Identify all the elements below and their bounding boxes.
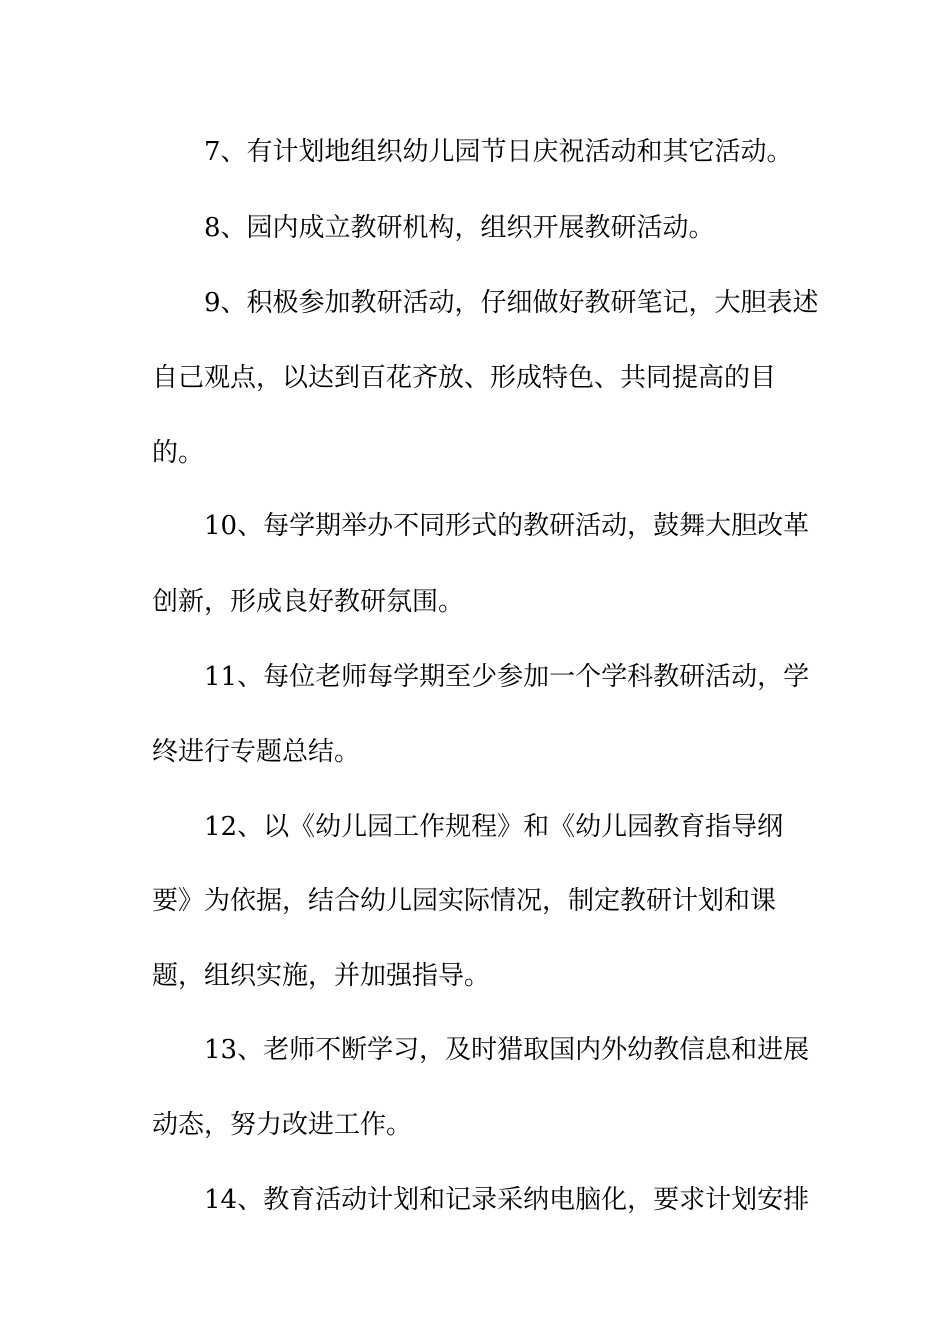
paragraph-11-line-1: 11、每位老师每学期至少参加一个学科教研活动，学 <box>204 662 810 692</box>
paragraph-8-line-1: 8、园内成立教研机构，组织开展教研活动。 <box>204 213 715 243</box>
paragraph-10-line-1: 10、每学期举办不同形式的教研活动，鼓舞大胆改革 <box>204 511 810 541</box>
paragraph-9-line-3: 的。 <box>152 438 205 468</box>
paragraph-12-line-3: 题，组织实施，并加强指导。 <box>152 961 491 991</box>
paragraph-14-line-1: 14、教育活动计划和记录采纳电脑化，要求计划安排 <box>204 1185 810 1215</box>
paragraph-7-line-1: 7、有计划地组织幼儿园节日庆祝活动和其它活动。 <box>204 137 793 167</box>
paragraph-12-line-2: 要》为依据，结合幼儿园实际情况，制定教研计划和课 <box>152 886 777 916</box>
paragraph-9-line-1: 9、积极参加教研活动，仔细做好教研笔记，大胆表述 <box>204 288 819 318</box>
paragraph-9-line-2: 自己观点，以达到百花齐放、形成特色、共同提高的目 <box>152 363 777 393</box>
paragraph-13-line-1: 13、老师不断学习，及时猎取国内外幼教信息和进展 <box>204 1035 810 1065</box>
paragraph-12-line-1: 12、以《幼儿园工作规程》和《幼儿园教育指导纲 <box>204 812 784 842</box>
paragraph-10-line-2: 创新，形成良好教研氛围。 <box>152 587 465 617</box>
paragraph-11-line-2: 终进行专题总结。 <box>152 737 361 767</box>
paragraph-13-line-2: 动态，努力改进工作。 <box>152 1110 413 1140</box>
